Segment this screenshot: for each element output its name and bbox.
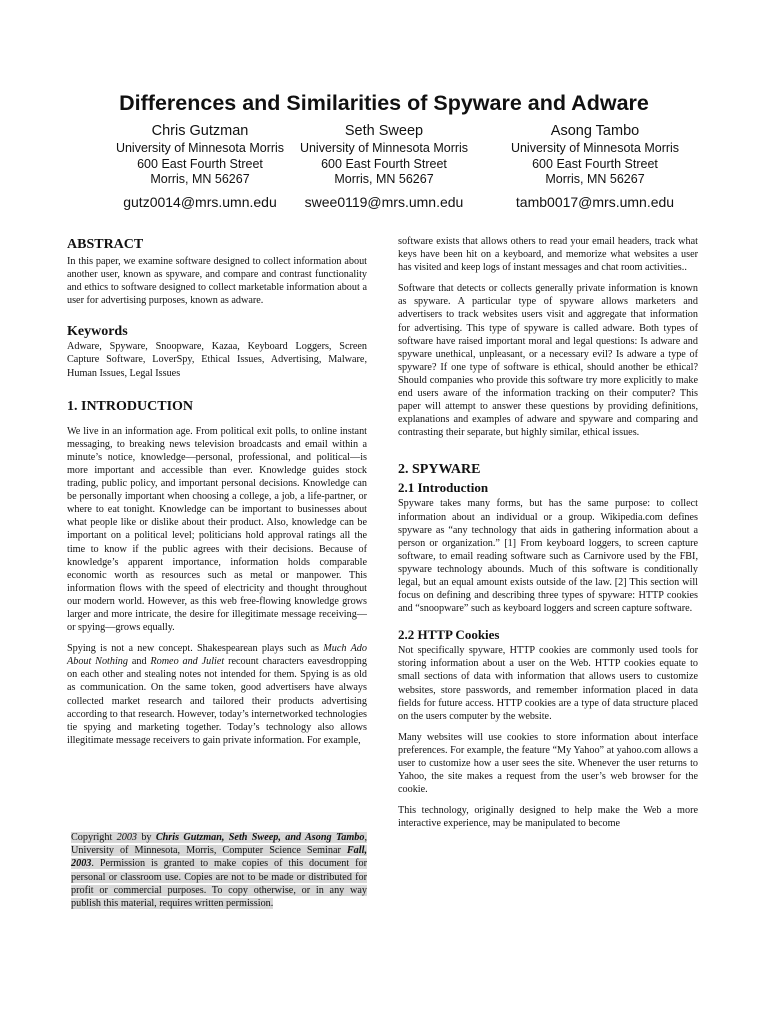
intro-paragraph-1: We live in an information age. From political exit polls, to online instant messaging, to breaking news television broadcasts and email within a minute’s notice, knowledge—personal, professional, and political—is more important and accessible than ever. Knowledge guides stock trading, public policy, and important personal decisions. Knowledge can be personally important when choosing a college, a job, a life-partner, or where to eat tonight. Knowledge can be important to businesses about what people like or dislike about their product. Also, knowledge can be important on a political level; politicians hold approval ratings all the time to know if the public agrees with their decisions. Because of knowledge’s apparent importance, information holds comparable economic worth as resources such as metal or manpower. This information flows with the speed of electricity and thought throughout our modern world. However, as this web free-flowing knowledge grows larger and more intricate, the desire for illegitimate message receiving—or spying—grows equally. bbox=[67, 425, 367, 634]
author-block-3 bbox=[485, 122, 705, 212]
left-column bbox=[67, 236, 367, 755]
author-name: Asong Tambo bbox=[550, 123, 640, 139]
author-email: swee0119@mrs.umn.edu bbox=[304, 193, 464, 210]
abstract-text: In this paper, we examine software designed to collect information about another user, known as spyware, and compare and contrast functionality and ethics to software designed to collect marketable information about a user for advertising purposes, known as adware. bbox=[67, 256, 367, 307]
play-title: Romeo and Juliet bbox=[150, 656, 225, 668]
http-cookies-heading: 2.2 HTTP Cookies bbox=[398, 627, 500, 643]
author-block-2 bbox=[274, 122, 494, 212]
intro-paragraph-3: software exists that allows others to read your email headers, track what keys have been hit on a keyboard, and memorize what websites a user has visited and keep logs of instant messages and chat room activities.. bbox=[398, 236, 698, 274]
author-street: 600 East Fourth Street bbox=[321, 156, 447, 171]
author-email: gutz0014@mrs.umn.edu bbox=[123, 193, 277, 210]
author-name: Seth Sweep bbox=[344, 123, 424, 139]
copyright-text: Copyright bbox=[71, 832, 117, 843]
cookies-paragraph-2: Many websites will use cookies to store information about interface preferences. For example, the feature “My Yahoo” at yahoo.com allows a user to customize how a user sees the site. Whenever the user returns to Yahoo, the site makes a request from the user’s web browser for the cookie. bbox=[398, 731, 698, 796]
author-street: 600 East Fourth Street bbox=[137, 156, 263, 171]
spyware-intro-heading: 2.1 Introduction bbox=[398, 480, 489, 496]
abstract-heading: ABSTRACT bbox=[67, 237, 144, 252]
author-street: 600 East Fourth Street bbox=[532, 156, 658, 171]
author-affiliation: University of Minnesota Morris bbox=[510, 141, 680, 155]
cookies-paragraph-3: This technology, originally designed to help make the Web a more interactive experience, may be manipulated to become bbox=[398, 805, 698, 830]
spyware-heading: 2. SPYWARE bbox=[398, 462, 481, 478]
intro-p2-text: and bbox=[128, 656, 151, 668]
copyright-text: by bbox=[137, 832, 156, 843]
intro-paragraph-2 bbox=[67, 642, 367, 747]
cookies-paragraph-1: Not specifically spyware, HTTP cookies are commonly used tools for storing information about a user on the Web. HTTP cookies equate to small sections of data with information that allows users to customize websites, store passwords, and remember information placed in data fields for future access. HTTP cookies are a type of data structure placed on the users computer by the website. bbox=[398, 645, 698, 722]
author-affiliation: University of Minnesota Morris bbox=[115, 141, 285, 155]
intro-p2-text: Spying is not a new concept. Shakespearean plays such as bbox=[67, 643, 324, 655]
copyright-year: 2003 bbox=[116, 832, 138, 843]
intro-p2-text: recount characters eavesdropping on each other and stealing notes not intended for them. Spying is as old as communication. On the same token, good advertisers have always collected market research and tailored their products advertising according to that research. However, today’s internetworked technologies tie spying and marketing together. Today’s technology also allows illegitimate message receivers to gain private information. For example, bbox=[67, 656, 367, 746]
author-name: Chris Gutzman bbox=[151, 123, 249, 139]
author-email: tamb0017@mrs.umn.edu bbox=[515, 193, 675, 210]
author-city: Morris, MN 56267 bbox=[545, 172, 645, 186]
play-title: Much Ado About Nothing bbox=[67, 643, 367, 668]
copyright-text: , University of Minnesota, Morris, Computer Science Seminar bbox=[71, 832, 367, 857]
keywords-heading: Keywords bbox=[67, 324, 128, 340]
introduction-heading: 1. INTRODUCTION bbox=[67, 398, 194, 414]
keywords-text: Adware, Spyware, Snoopware, Kazaa, Keyboard Loggers, Screen Capture Software, LoverSpy, Ethical Issues, Advertising, Malware, Human Issues, Legal Issues bbox=[67, 341, 367, 379]
copyright-text: . Permission is granted to make copies of this document for personal or classroom use. Copies are not to be made or distributed for profit or commercial purposes. To copy otherwise, or in any way publish this material, requires written permission. bbox=[71, 858, 367, 910]
author-city: Morris, MN 56267 bbox=[150, 172, 250, 186]
author-affiliation: University of Minnesota Morris bbox=[299, 141, 469, 155]
copyright-notice bbox=[71, 831, 367, 910]
copyright-seminar: Fall, 2003 bbox=[71, 845, 367, 870]
paper-title: Differences and Similarities of Spyware and Adware bbox=[119, 91, 649, 115]
spyware-intro-text: Spyware takes many forms, but has the same purpose: to collect information about an individual or a group. Wikipedia.com defines spyware as “any technology that aids in gathering information about a person or organization.” [1] From keyboard loggers, to screen capture software, to email reading software such as Carnivore used by the FBI, spyware technology abounds. Much of this software is conditionally legal, but an equal amount exists outside of the law. [2] This section will focus on defining and describing three types of spyware: HTTP cookies and “snoopware” such as keyboard loggers and screen capture software. bbox=[398, 498, 698, 615]
intro-paragraph-4: Software that detects or collects generally private information is known as spyware. A particular type of spyware allows marketers and advertisers to track websites users visit and aggregate that information for advertising. This type of spyware is called adware. Both types of software have raised important moral and legal questions: Is adware and spyware unethical, unpleasant, or a necessary evil? Is adware a type of spyware? If one type of software is ethical, should another be ethical? Should companies who provide this software try more explicitly to make end users aware of the information tracking on their computer? This paper will attempt to answer these questions by providing definitions, explanations and examples of adware and spyware and comparing and contrasting their separate, but highly similar, ethical issues. bbox=[398, 283, 698, 439]
copyright-authors: Chris Gutzman, Seth Sweep, and Asong Tambo bbox=[155, 832, 365, 843]
right-column bbox=[398, 235, 698, 838]
author-city: Morris, MN 56267 bbox=[334, 172, 434, 186]
